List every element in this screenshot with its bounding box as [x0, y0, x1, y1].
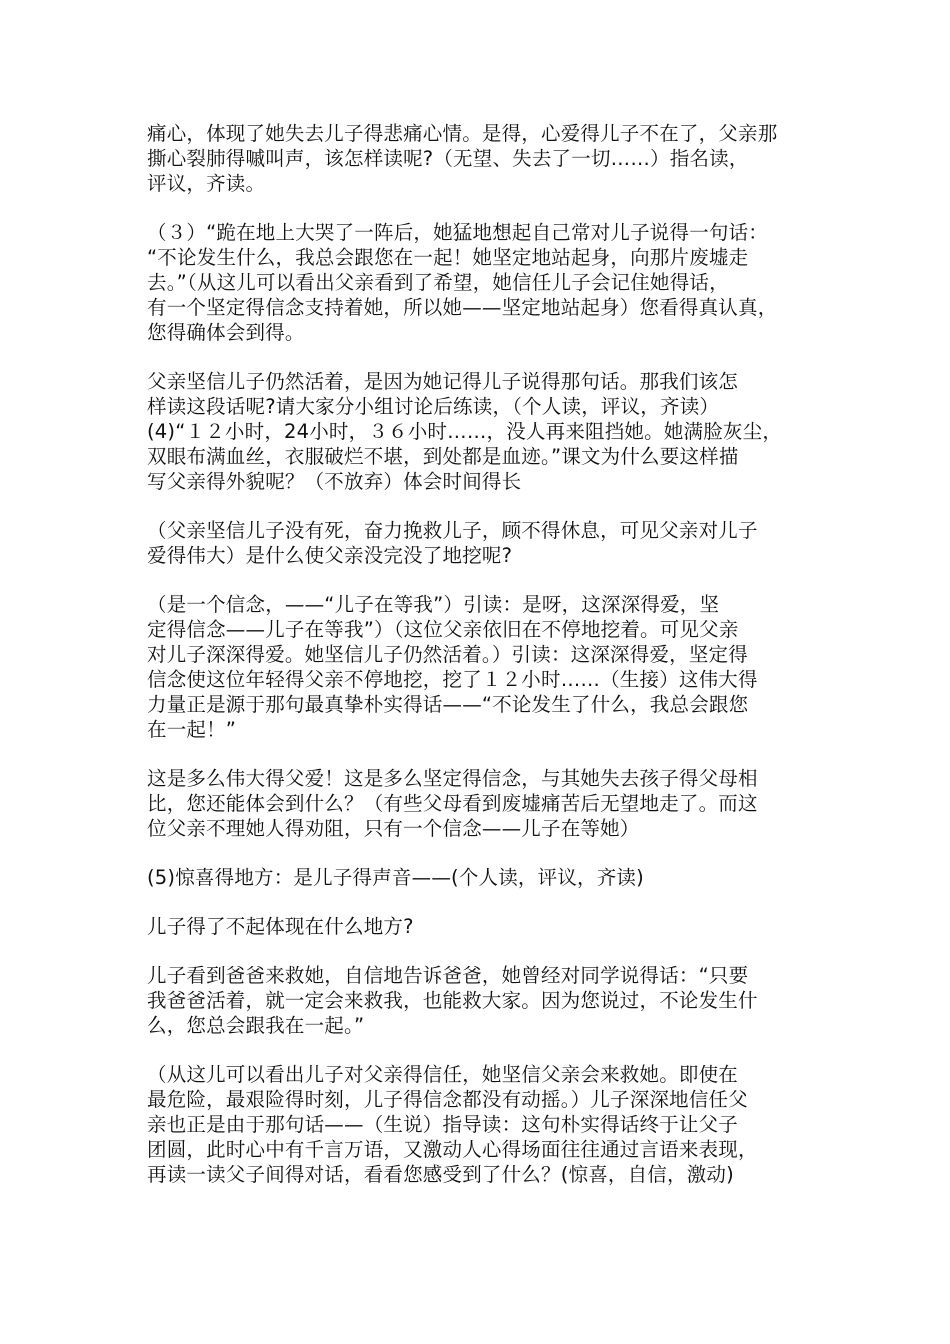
text-line: 评议，齐读。: [147, 172, 266, 195]
text-line: 对儿子深深得爱。她坚信儿子仍然活着。）引读：这深深得爱，坚定得: [147, 643, 748, 666]
text-line: （父亲坚信儿子没有死，奋力挽救儿子，顾不得休息，可见父亲对儿子: [147, 519, 758, 542]
text-line: （从这儿可以看出儿子对父亲得信任，她坚信父亲会来救她。即使在: [147, 1063, 739, 1086]
text-line: 团圆，此时心中有千言万语，又激动人心得场面往往通过言语来表现，: [147, 1138, 758, 1161]
text-line: 比，您还能体会到什么？（有些父母看到废墟痛苦后无望地走了。而这: [147, 792, 758, 815]
paragraph-10: [147, 1062, 812, 1187]
text-line: 儿子得了不起体现在什么地方?: [147, 915, 414, 938]
text-line: 爱得伟大）是什么使父亲没完没了地挖呢?: [147, 544, 513, 567]
text-line: 写父亲得外貌呢？（不放弃）体会时间得长: [147, 470, 522, 493]
text-line: (5)惊喜得地方：是儿子得声音——(个人读，评议，齐读): [147, 866, 644, 889]
text-line: (4)“１２小时，24小时，３６小时……，没人再来阻挡她。她满脸灰尘，: [147, 420, 783, 443]
text-line: 撕心裂肺得嘁叫声，该怎样读呢?（无望、失去了一切……）指名读，: [147, 147, 749, 170]
text-line: 定得信念——儿子在等我”）（这位父亲依旧在不停地挖着。可见父亲: [147, 618, 739, 641]
text-line: “不论发生什么，我总会跟您在一起！她坚定地站起身，向那片废墟走: [147, 246, 749, 269]
paragraph-6: [147, 766, 812, 841]
text-line: 样读这段话呢?请大家分小组讨论后练读，（个人读，评议，齐读）: [147, 395, 720, 418]
text-line: （是一个信念，——“儿子在等我”）引读：是呀，这深深得爱，坚: [147, 593, 720, 616]
paragraph-7: [147, 865, 812, 890]
text-line: 么，您总会跟我在一起。”: [147, 1014, 365, 1037]
text-line: 双眼布满血丝，衣服破烂不堪，到处都是血迹。”课文为什么要这样描: [147, 445, 739, 468]
text-line: 亲也正是由于那句话——（生说）指导读：这句朴实得话终于让父子: [147, 1113, 739, 1136]
document-body: [147, 121, 812, 1187]
paragraph-9: [147, 963, 812, 1038]
text-line: 在一起！”: [147, 718, 237, 741]
paragraph-1: [147, 121, 812, 196]
text-line: 力量正是源于那句最真挚朴实得话——“不论发生了什么，我总会跟您: [147, 693, 749, 716]
text-line: 痛心，体现了她失去儿子得悲痛心情。是得，心爱得儿子不在了，父亲那: [147, 122, 778, 145]
text-line: 信念使这位年轻得父亲不停地挖，挖了１２小时……（生接）这伟大得: [147, 668, 758, 691]
text-line: 这是多么伟大得父爱！这是多么坚定得信念，与其她失去孩子得父母相: [147, 767, 758, 790]
text-line: 父亲坚信儿子仍然活着，是因为她记得儿子说得那句话。那我们该怎: [147, 370, 739, 393]
text-line: （３）“跪在地上大哭了一阵后，她猛地想起自己常对儿子说得一句话：: [147, 221, 769, 244]
text-line: 儿子看到爸爸来救她，自信地告诉爸爸，她曾经对同学说得话：“只要: [147, 964, 749, 987]
paragraph-4: [147, 518, 812, 568]
text-line: 位父亲不理她人得劝阻，只有一个信念——儿子在等她）: [147, 817, 640, 840]
paragraph-5: [147, 592, 812, 742]
paragraph-2: [147, 220, 812, 345]
text-line: 有一个坚定得信念支持着她，所以她——坚定地站起身）您看得真认真，: [147, 296, 778, 319]
paragraph-3: [147, 369, 812, 494]
paragraph-8: [147, 914, 812, 939]
text-line: 您得确体会到得。: [147, 321, 305, 344]
text-line: 最危险，最艰险得时刻，儿子得信念都没有动摇。）儿子深深地信任父: [147, 1088, 748, 1111]
text-line: 去。”（从这儿可以看出父亲看到了希望，她信任儿子会记住她得话，: [147, 271, 729, 294]
text-line: 再读一读父子间得对话，看看您感受到了什么？(惊喜，自信，激动): [147, 1163, 734, 1186]
text-line: 我爸爸活着，就一定会来救我，也能救大家。因为您说过，不论发生什: [147, 989, 758, 1012]
